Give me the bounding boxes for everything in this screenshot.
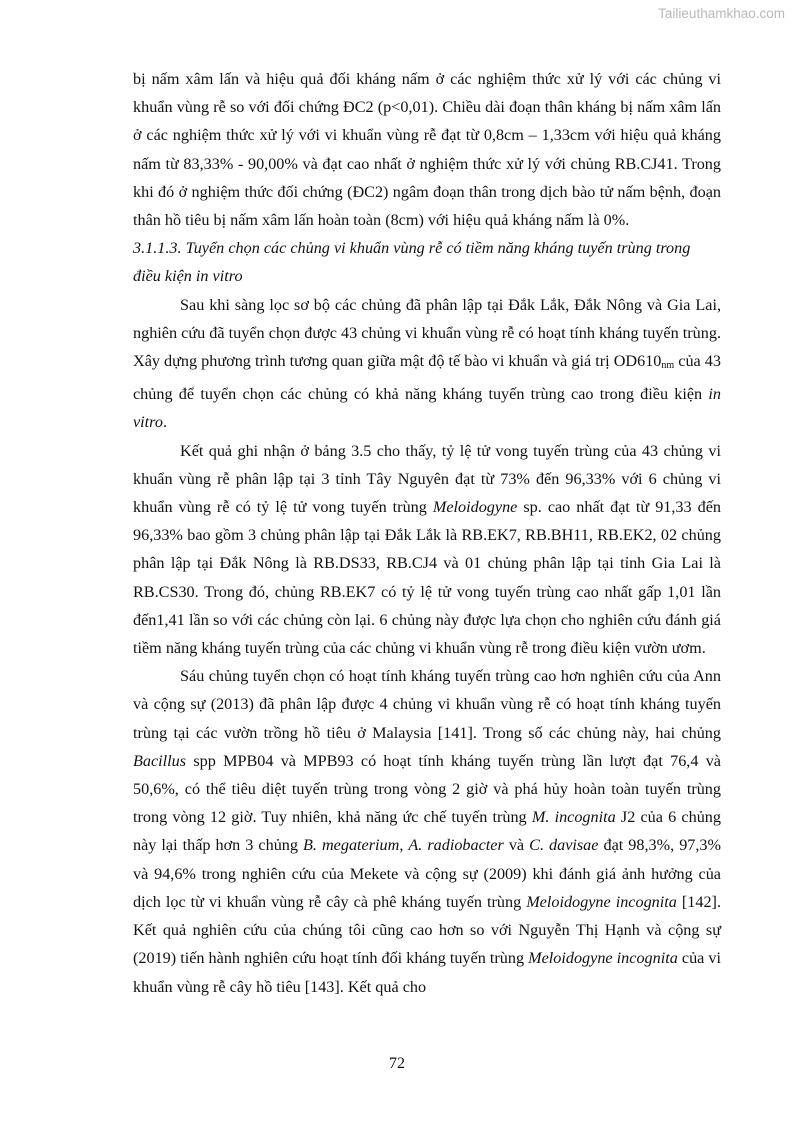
italic-term: M. incognita [531,808,616,827]
italic-term: A. radiobacter [408,836,504,855]
italic-term: Meloidogyne incognita [526,892,677,911]
text-run: . [162,413,168,432]
text-run: của 43 chủng để tuyển chọn các chủng có khả năng kháng tuyến trùng cao trong điều kiện [133,352,721,404]
text-run: J2 của 6 chủng này lại thấp hơn 3 chủng [133,808,721,855]
text-run: sp. cao nhất đạt từ 91,33 đến 96,33% bao gồm 3 chủng phân lập tại Đắk Lắk là RB.EK7, RB.BH11, RB.EK2, 02 chủng phân lập tại Đắk Nông là RB.DS33, RB.CJ4 và 01 chủng phân lập tại tỉnh Gia Lai là RB.CS30. Trong đó, chủng RB.EK7 có tỷ lệ tử vong tuyến trùng cao nhất gấp 1,01 lần đến1,41 lần so với các chủng còn lại. 6 chủng này được lựa chọn cho nghiên cứu đánh giá tiềm năng kháng tuyến trùng của các chủng vi khuẩn vùng rễ trong điều kiện vườn ươm. [133,498,721,658]
paragraph-mortality-results [133,437,721,663]
paragraph-comparison [133,662,721,1000]
italic-term: Meloidogyne [432,498,518,517]
text-run: spp MPB04 và MPB93 có hoạt tính kháng tuyến trùng lần lượt đạt 76,4 và 50,6%, có thể tiêu diệt tuyến trùng trong vòng 2 giờ và phá hủy hoàn toàn tuyến trùng trong vòng 12 giờ. Tuy nhiên, khả năng ức chế tuyến trùng [133,751,721,827]
italic-term: C. davisae [529,836,599,855]
italic-term: Meloidogyne incognita [528,949,678,968]
page-number: 72 [389,1055,405,1072]
text-run: [142]. Kết quả nghiên cứu của chúng tôi cũng cao hơn so với Nguyễn Thị Hạnh và cộng sự (2019) tiến hành nghiên cứu hoạt tính đối kháng tuyến trùng [133,892,721,968]
section-heading: 3.1.1.3. Tuyển chọn các chủng vi khuẩn vùng rễ có tiềm năng kháng tuyến trùng trong điều kiện in vitro [133,239,691,286]
page-body [133,65,721,1001]
text-run: đạt 98,3%, 97,3% và 94,6% trong nghiên cứu của Mekete và cộng sự (2009) khi đánh giá ảnh hưởng của dịch lọc từ vi khuẩn vùng rễ cây cà phê kháng tuyến trùng [133,836,722,911]
paragraph-screening [133,291,721,437]
subscript-nm: nm [661,360,675,372]
text-run: Kết quả ghi nhận ở bảng 3.5 cho thấy, tỷ lệ tử vong tuyến trùng của 43 chủng vi khuẩn vùng rễ phân lập tại 3 tỉnh Tây Nguyên đạt từ 73% đến 96,33% với 6 chủng vi khuẩn vùng rễ có tỷ lệ tử vong tuyến trùng [133,441,721,517]
text-run: , [399,836,409,855]
watermark: Tailieuthamkhao.com [658,6,785,21]
italic-term: Bacillus [133,751,187,770]
text-run: Sáu chủng tuyển chọn có hoạt tính kháng tuyến trùng cao hơn nghiên cứu của Ann và cộng sự (2013) đã phân lập được 4 chủng vi khuẩn vùng rễ có hoạt tính kháng tuyến trùng tại các vườn trồng hồ tiêu ở Malaysia [141]. Trong số các chủng này, hai chủng [133,667,721,742]
italic-term: B. megaterium [303,836,400,855]
italic-term: in vitro [133,385,721,432]
text-run: Sau khi sàng lọc sơ bộ các chủng đã phân lập tại Đắk Lắk, Đắk Nông và Gia Lai, nghiên cứu đã tuyển chọn được 43 chủng vi khuẩn vùng rễ có hoạt tính kháng tuyến trùng. Xây dựng phương trình tương quan giữa mật độ tế bào vi khuẩn và giá trị OD610 [133,295,721,371]
paragraph-antifungal-results: bị nấm xâm lấn và hiệu quả đối kháng nấm ở các nghiệm thức xử lý với các chủng vi khuẩn vùng rễ so với đối chứng ĐC2 (p<0,01). Chiều dài đoạn thân kháng bị nấm xâm lấn ở các nghiệm thức xử lý với vi khuẩn vùng rễ đạt từ 0,8cm – 1,33cm với hiệu quả kháng nấm từ 83,33% - 90,00% và đạt cao nhất ở nghiệm thức xử lý với chủng RB.CJ41. Trong khi đó ở nghiệm thức đối chứng (ĐC2) ngâm đoạn thân trong dịch bào tử nấm bệnh, đoạn thân hồ tiêu bị nấm xâm lấn hoàn toàn (8cm) với hiệu quả kháng nấm là 0%. [133,70,721,230]
text-run: của vi khuẩn vùng rễ cây hồ tiêu [143]. Kết quả cho [133,949,722,996]
text-run: và [503,836,530,855]
